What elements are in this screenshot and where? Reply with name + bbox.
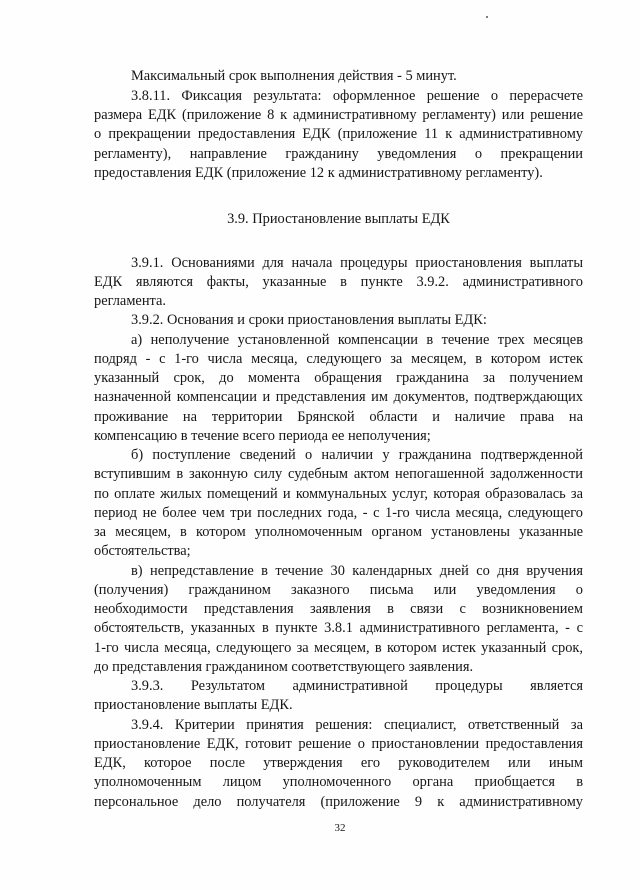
text-line: обстоятельства; [94,543,191,559]
text-line: 3.9.1. Основаниями для начала процедуры приостановления выплаты [131,255,583,271]
text-line: персональное дело получателя (приложение 9 к административному [94,794,583,810]
page-number: 32 [334,822,346,834]
text-line: 3.9.2. Основания и сроки приостановления выплаты ЕДК: [131,312,487,328]
text-line: 1-го числа месяца, следующего за месяцем, в котором истек указанный срок, [94,640,583,656]
text-line: приостановление выплаты ЕДК. [94,697,293,713]
text-line: б) поступление сведений о наличии у гражданина подтвержденной [131,447,583,463]
section-heading: 3.9. Приостановление выплаты ЕДК [227,211,450,227]
text-line: за месяцем, в котором уполномоченным органом установлены указанные [94,524,583,540]
text-line: необходимости представления заявления в связи с возникновением [94,601,583,617]
text-line: размера ЕДК (приложение 8 к административному регламенту) или решение [94,107,583,123]
text-line: приостановление ЕДК, готовит решение о приостановлении предоставления [94,736,583,752]
scan-speck [486,16,488,18]
text-line: вступившим в законную силу судебным актом непогашенной задолженности [94,466,583,482]
text-line: а) неполучение установленной компенсации в течение трех месяцев [131,332,583,348]
text-line: по оплате жилых помещений и коммунальных услуг, которая образовалась за [94,486,583,502]
text-line: до представления гражданином соответствующего заявления. [94,659,474,675]
text-line: компенсацию в течение всего периода ее неполучения; [94,428,431,444]
text-line: о прекращении предоставления ЕДК (приложение 11 к административному [94,126,583,142]
text-line: 3.8.11. Фиксация результата: оформленное решение о перерасчете [131,88,583,104]
text-line: (получения) гражданином заказного письма или уведомления о [94,582,583,598]
text-line: 3.9.3. Результатом административной процедуры является [131,678,583,694]
text-line: регламента. [94,293,166,309]
text-line: уполномоченным лицом уполномоченного органа приобщается в [94,774,583,790]
text-line: 3.9.4. Критерии принятия решения: специалист, ответственный за [131,717,583,733]
text-line: Максимальный срок выполнения действия - 5 минут. [131,68,457,84]
text-line: ЕДК являются факты, указанные в пункте 3.9.2. административного [94,274,583,290]
text-line: назначенной компенсации и представления им документов, подтверждающих [94,389,583,405]
text-line: в) непредставление в течение 30 календарных дней со дня вручения [131,563,583,579]
text-line: указанный срок, до момента обращения гражданина за получением [94,370,583,386]
text-line: ЕДК, которое после утверждения его руководителем или иным [94,755,583,771]
text-line: обстоятельств, указанных в пункте 3.8.1 административного регламента, - с [94,620,583,636]
text-line: предоставления ЕДК (приложение 12 к административному регламенту). [94,165,543,181]
text-line: подряд - с 1-го числа месяца, следующего за месяцем, в котором истек [94,351,583,367]
text-line: регламенту), направление гражданину уведомления о прекращении [94,146,583,162]
text-line: период не более чем три последних года, - с 1-го числа месяца, следующего [94,505,583,521]
text-line: проживание на территории Брянской области и наличие права на [94,409,583,425]
